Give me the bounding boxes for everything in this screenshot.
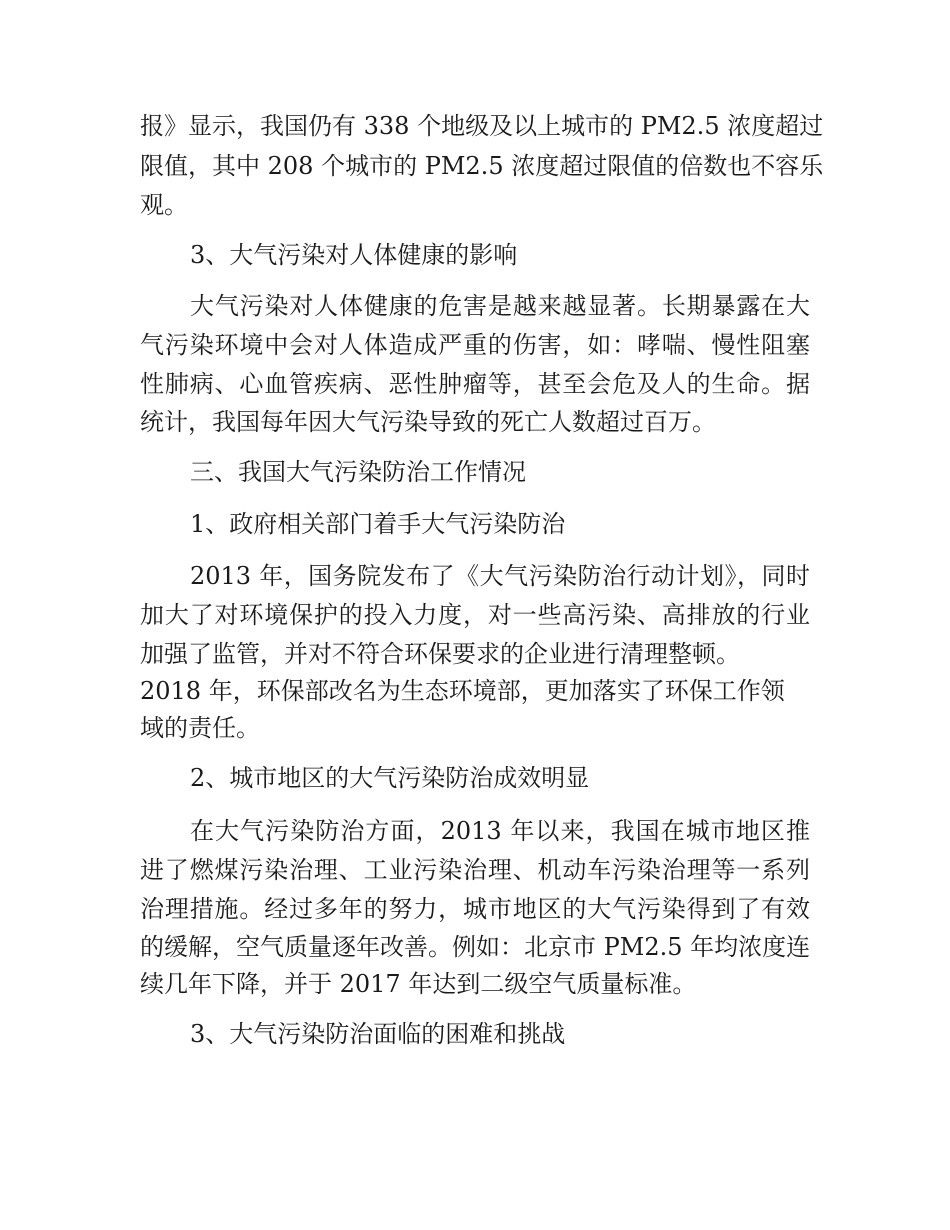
- section-heading: 三、我国大气污染防治工作情况: [190, 458, 526, 486]
- text-line: 加强了监管，并对不符合环保要求的企业进行清理整顿。: [140, 640, 740, 668]
- text-line: 加大了对环境保护的投入力度，对一些高污染、高排放的行业: [140, 601, 810, 629]
- text-line: 2018 年，环保部改名为生态环境部，更加落实了环保工作领: [140, 677, 785, 705]
- text-line: 续几年下降，并于 2017 年达到二级空气质量标准。: [140, 970, 697, 998]
- text-line: 性肺病、心血管疾病、恶性肿瘤等，甚至会危及人的生命。据: [140, 370, 810, 398]
- section-heading: 3、大气污染防治面临的困难和挑战: [190, 1020, 566, 1048]
- text-line: 2013 年，国务院发布了《大气污染防治行动计划》，同时: [190, 562, 810, 590]
- text-line: 统计，我国每年因大气污染导致的死亡人数超过百万。: [140, 408, 716, 436]
- text-line: 进了燃煤污染治理、工业污染治理、机动车污染治理等一系列: [140, 856, 810, 884]
- text-line: 大气污染对人体健康的危害是越来越显著。长期暴露在大: [190, 292, 810, 320]
- text-line: 报》显示，我国仍有 338 个地级及以上城市的 PM2.5 浓度超过: [140, 112, 824, 140]
- text-line: 治理措施。经过多年的努力，城市地区的大气污染得到了有效: [140, 895, 810, 923]
- text-line: 限值，其中 208 个城市的 PM2.5 浓度超过限值的倍数也不容乐: [140, 152, 824, 180]
- section-heading: 3、大气污染对人体健康的影响: [190, 241, 518, 269]
- section-heading: 1、政府相关部门着手大气污染防治: [190, 510, 566, 538]
- text-line: 观。: [140, 191, 188, 219]
- text-line: 气污染环境中会对人体造成严重的伤害，如：哮喘、慢性阻塞: [140, 331, 810, 359]
- text-line: 在大气污染防治方面，2013 年以来，我国在城市地区推: [190, 817, 810, 845]
- text-line: 的缓解，空气质量逐年改善。例如：北京市 PM2.5 年均浓度连: [140, 933, 811, 961]
- section-heading: 2、城市地区的大气污染防治成效明显: [190, 764, 590, 792]
- text-line: 域的责任。: [140, 714, 260, 742]
